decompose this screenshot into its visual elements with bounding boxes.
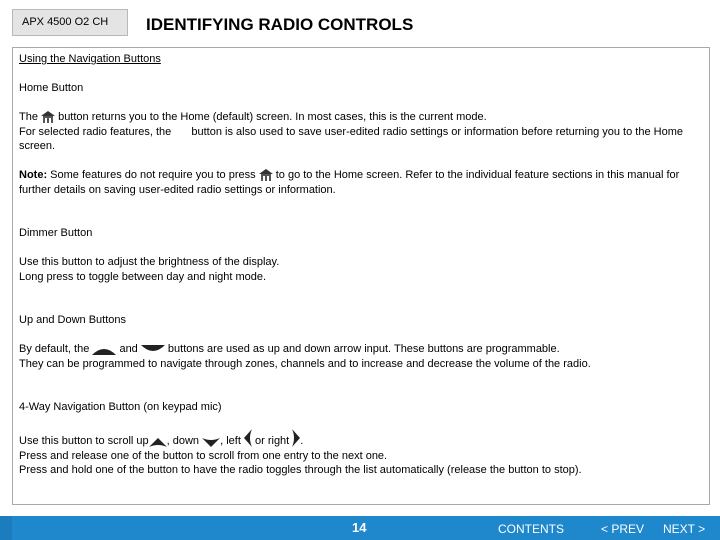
home-icon: [259, 169, 273, 181]
up-button-icon: [92, 345, 116, 355]
note-label: Note:: [19, 169, 48, 181]
header-tab: [12, 9, 128, 36]
home-line-2: For selected radio features, the button is also used to save user-edited radio settings or information before returning you to the Home screen.: [19, 125, 683, 152]
prev-link[interactable]: < PREV: [601, 522, 645, 536]
header-tab-label: APX 4500 O2 CH: [22, 16, 109, 28]
fourway-line-1: Use this button to scroll up , down , left or right .: [19, 429, 709, 449]
page-title: IDENTIFYING RADIO CONTROLS: [146, 15, 414, 34]
down-button-icon: [141, 345, 165, 355]
page-number: 14: [352, 520, 367, 535]
footer-accent: [0, 516, 12, 540]
home-icon: [41, 111, 55, 123]
dimmer-heading: Dimmer Button: [19, 227, 93, 239]
next-link[interactable]: NEXT >: [663, 522, 706, 536]
home-line-1: The button returns you to the Home (default) screen. In most cases, this is the current mode.: [19, 111, 487, 123]
scroll-left-icon: [244, 429, 252, 447]
home-heading: Home Button: [19, 82, 84, 94]
fourway-line-3: Press and hold one of the button to have the radio toggles through the list automatically (release the button to stop).: [19, 464, 582, 476]
footer-bar: [0, 516, 720, 540]
home-note: Note: Some features do not require you to press to go to the Home screen. Refer to the individual feature sections in this manual for further details on saving user-edited radio settings or information.: [19, 169, 680, 196]
content-body: [19, 52, 709, 478]
scroll-down-icon: [202, 438, 220, 447]
fourway-line-2: Press and release one of the button to scroll from one entry to the next one.: [19, 449, 388, 462]
fourway-heading: 4-Way Navigation Button (on keypad mic): [19, 401, 222, 413]
updown-heading: Up and Down Buttons: [19, 314, 127, 326]
updown-line-2: They can be programmed to navigate through zones, channels and to increase and decrease the volume of the radio.: [19, 357, 591, 370]
home-icon: [174, 126, 188, 138]
section-title: Using the Navigation Buttons: [19, 53, 161, 65]
dimmer-line-1: Use this button to adjust the brightness of the display.: [19, 256, 280, 268]
updown-line-1: By default, the and buttons are used as up and down arrow input. These buttons are programmable.: [19, 343, 560, 355]
dimmer-line-2: Long press to toggle between day and night mode.: [19, 270, 267, 283]
scroll-up-icon: [149, 438, 167, 447]
contents-link[interactable]: CONTENTS: [498, 522, 564, 536]
